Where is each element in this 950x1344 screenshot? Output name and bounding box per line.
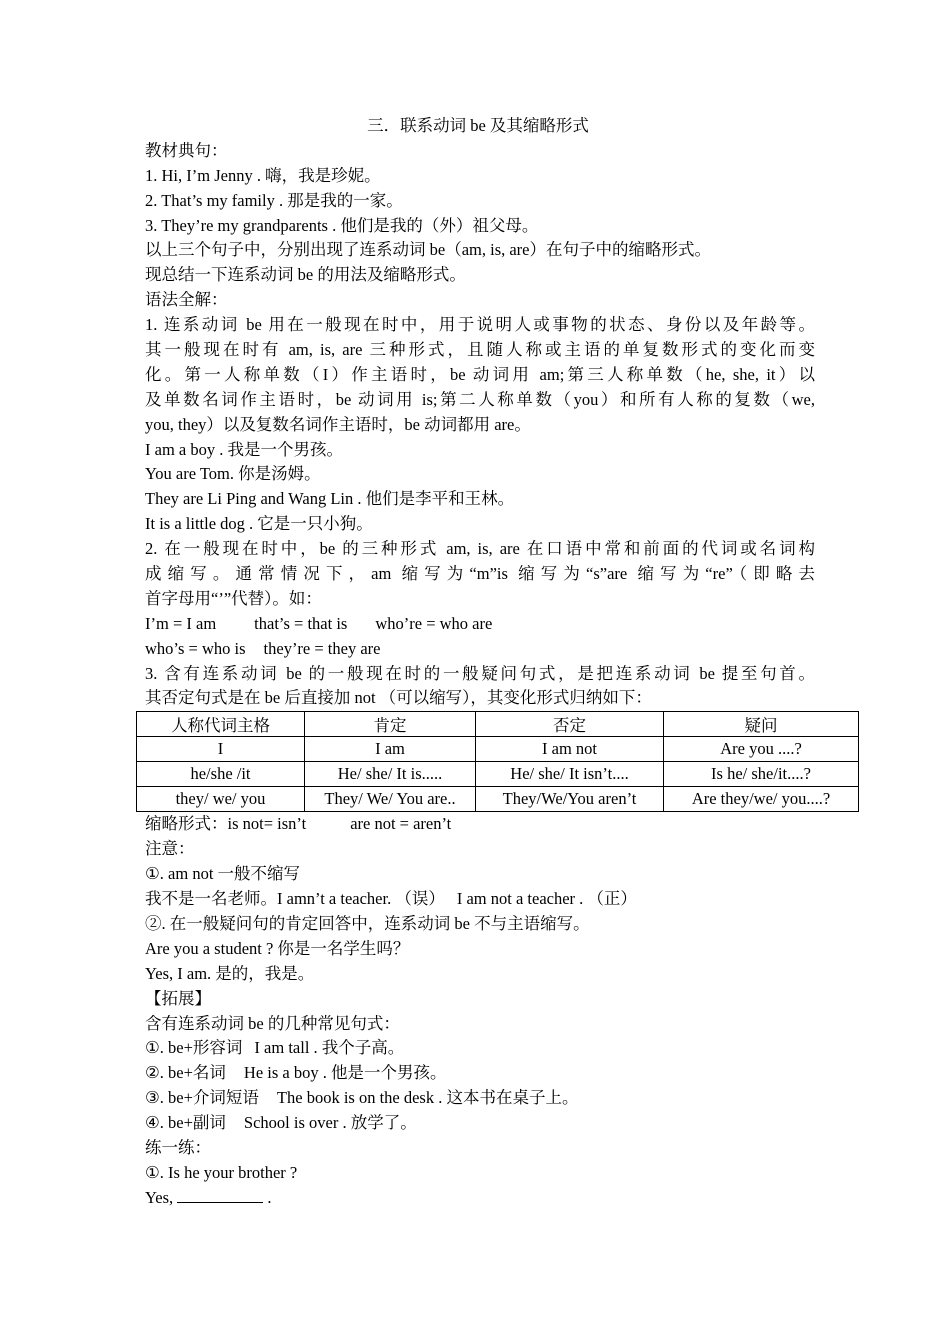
- paragraph-line: 化。第一人称单数（I）作主语时，be 动词用 am;第三人称单数（he, she, it）以: [145, 364, 815, 384]
- grammar-point-3: [145, 662, 815, 712]
- pattern-label: ④. be+副词: [145, 1113, 226, 1133]
- paragraph-line: 首字母用“’”代替）。如：: [145, 588, 322, 608]
- pattern-item: [145, 1111, 815, 1136]
- table-row: [137, 787, 859, 812]
- short-form: are not = aren’t: [350, 814, 452, 834]
- section-heading-grammar: 语法全解：: [145, 290, 228, 310]
- paragraph-line: 其否定句式是在 be 后直接加 not （可以缩写），其变化形式归纳如下：: [145, 688, 652, 708]
- contractions-row: [145, 612, 815, 637]
- exercise-question: ①. Is he your brother ?: [145, 1162, 298, 1182]
- table-header-cell: 人称代词主格: [137, 712, 305, 737]
- table-cell: Are they/we/ you....?: [664, 787, 859, 812]
- table-header-cell: 否定: [476, 712, 664, 737]
- answer-prefix: Yes,: [145, 1187, 174, 1207]
- answer-suffix: .: [267, 1187, 272, 1207]
- document-page: [145, 114, 831, 1211]
- contraction: they’re = they are: [263, 638, 381, 658]
- exercise-answer: [145, 1186, 815, 1211]
- table-cell: I am not: [476, 737, 664, 762]
- paragraph-line: you, they）以及复数名词作主语时，be 动词都用 are。: [145, 414, 531, 434]
- example-sentence: Yes, I am. 是的，我是。: [145, 963, 315, 983]
- correct-example: I am not a teacher . （正）: [456, 889, 637, 909]
- table-row: [137, 737, 859, 762]
- table-cell: They/We/You aren’t: [476, 787, 664, 812]
- note-item: ②. 在一般疑问句的肯定回答中，连系动词 be 不与主语缩写。: [145, 913, 590, 933]
- pattern-label: ③. be+介词短语: [145, 1088, 259, 1108]
- short-forms-line: [145, 812, 815, 837]
- table-cell: Are you ....?: [664, 737, 859, 762]
- page-title: 三．联系动词 be 及其缩略形式: [367, 116, 589, 135]
- pattern-item: [145, 1086, 815, 1111]
- paragraph-line: 2. 在一般现在时中，be 的三种形式 am, is, are 在口语中常和前面的代词或名词构: [145, 539, 815, 559]
- table-cell: He/ she/ It is.....: [305, 762, 476, 787]
- contraction: who’s = who is: [145, 638, 246, 658]
- example-sentence: You are Tom. 你是汤姆。: [145, 464, 321, 484]
- table-cell: He/ she/ It isn’t....: [476, 762, 664, 787]
- paragraph-line: 及单数名词作主语时，be 动词用 is;第二人称单数（you）和所有人称的复数（we,: [145, 389, 815, 409]
- example-sentence: Are you a student ? 你是一名学生吗？: [145, 938, 410, 958]
- example-sentence: They are Li Ping and Wang Lin . 他们是李平和王林。: [145, 489, 515, 509]
- pattern-label: ①. be+形容词: [145, 1038, 243, 1058]
- example-sentence: I am a boy . 我是一个男孩。: [145, 439, 343, 459]
- answer-blank[interactable]: [177, 1188, 263, 1203]
- pattern-example: I am tall . 我个子高。: [254, 1038, 405, 1058]
- paragraph-line: 3. 含有连系动词 be 的一般现在时的一般疑问句式，是把连系动词 be 提至句首。: [145, 663, 815, 683]
- table-cell: they/ we/ you: [137, 787, 305, 812]
- example-sentence: 1. Hi, I’m Jenny . 嗨，我是珍妮。: [145, 165, 381, 185]
- note-example: [145, 887, 815, 912]
- table-cell: Is he/ she/it....?: [664, 762, 859, 787]
- extension-intro: 含有连系动词 be 的几种常见句式：: [145, 1013, 400, 1033]
- table-header-cell: 疑问: [664, 712, 859, 737]
- grammar-point-2: [145, 537, 815, 612]
- practice-heading: 练一练：: [145, 1137, 211, 1157]
- extension-heading: 【拓展】: [145, 988, 211, 1008]
- paragraph-line: 1. 连系动词 be 用在一般现在时中，用于说明人或事物的状态、身份以及年龄等。: [145, 315, 815, 335]
- table-row: [137, 762, 859, 787]
- table-cell: he/she /it: [137, 762, 305, 787]
- table-cell: I am: [305, 737, 476, 762]
- be-forms-table: [136, 711, 859, 812]
- note-item: ①. am not 一般不缩写: [145, 864, 301, 884]
- summary-text: 以上三个句子中，分别出现了连系动词 be（am, is, are）在句子中的缩略形式。: [145, 240, 712, 260]
- paragraph-line: 其一般现在时有 am, is, are 三种形式，且随人称或主语的单复数形式的变化而变: [145, 340, 815, 360]
- table-header-row: [137, 712, 859, 737]
- section-heading-textbook: 教材典句：: [145, 140, 228, 160]
- summary-text: 现总结一下连系动词 be 的用法及缩略形式。: [145, 265, 466, 285]
- paragraph-line: 成缩写。通常情况下，am 缩写为“m”is 缩写为“s”are 缩写为“re”（即略去: [145, 564, 815, 584]
- example-sentence: It is a little dog . 它是一只小狗。: [145, 514, 373, 534]
- table-header-cell: 肯定: [305, 712, 476, 737]
- grammar-point-1: [145, 313, 815, 437]
- pattern-item: [145, 1036, 815, 1061]
- contraction: who’re = who are: [375, 613, 493, 633]
- contractions-row: [145, 637, 815, 662]
- table-cell: I: [137, 737, 305, 762]
- example-sentence: 3. They’re my grandparents . 他们是我的（外）祖父母。: [145, 215, 539, 235]
- pattern-item: [145, 1061, 815, 1086]
- pattern-example: The book is on the desk . 这本书在桌子上。: [276, 1088, 579, 1108]
- example-sentence: 2. That’s my family . 那是我的一家。: [145, 190, 403, 210]
- table-cell: They/ We/ You are..: [305, 787, 476, 812]
- pattern-label: ②. be+名词: [145, 1063, 226, 1083]
- contraction: that’s = that is: [254, 613, 348, 633]
- note-heading: 注意：: [145, 839, 195, 859]
- pattern-example: He is a boy . 他是一个男孩。: [243, 1063, 447, 1083]
- wrong-example: 我不是一名老师。I amn’t a teacher. （误）: [145, 889, 445, 909]
- short-form: 缩略形式：is not= isn’t: [145, 814, 307, 834]
- pattern-example: School is over . 放学了。: [243, 1113, 417, 1133]
- contraction: I’m = I am: [145, 613, 217, 633]
